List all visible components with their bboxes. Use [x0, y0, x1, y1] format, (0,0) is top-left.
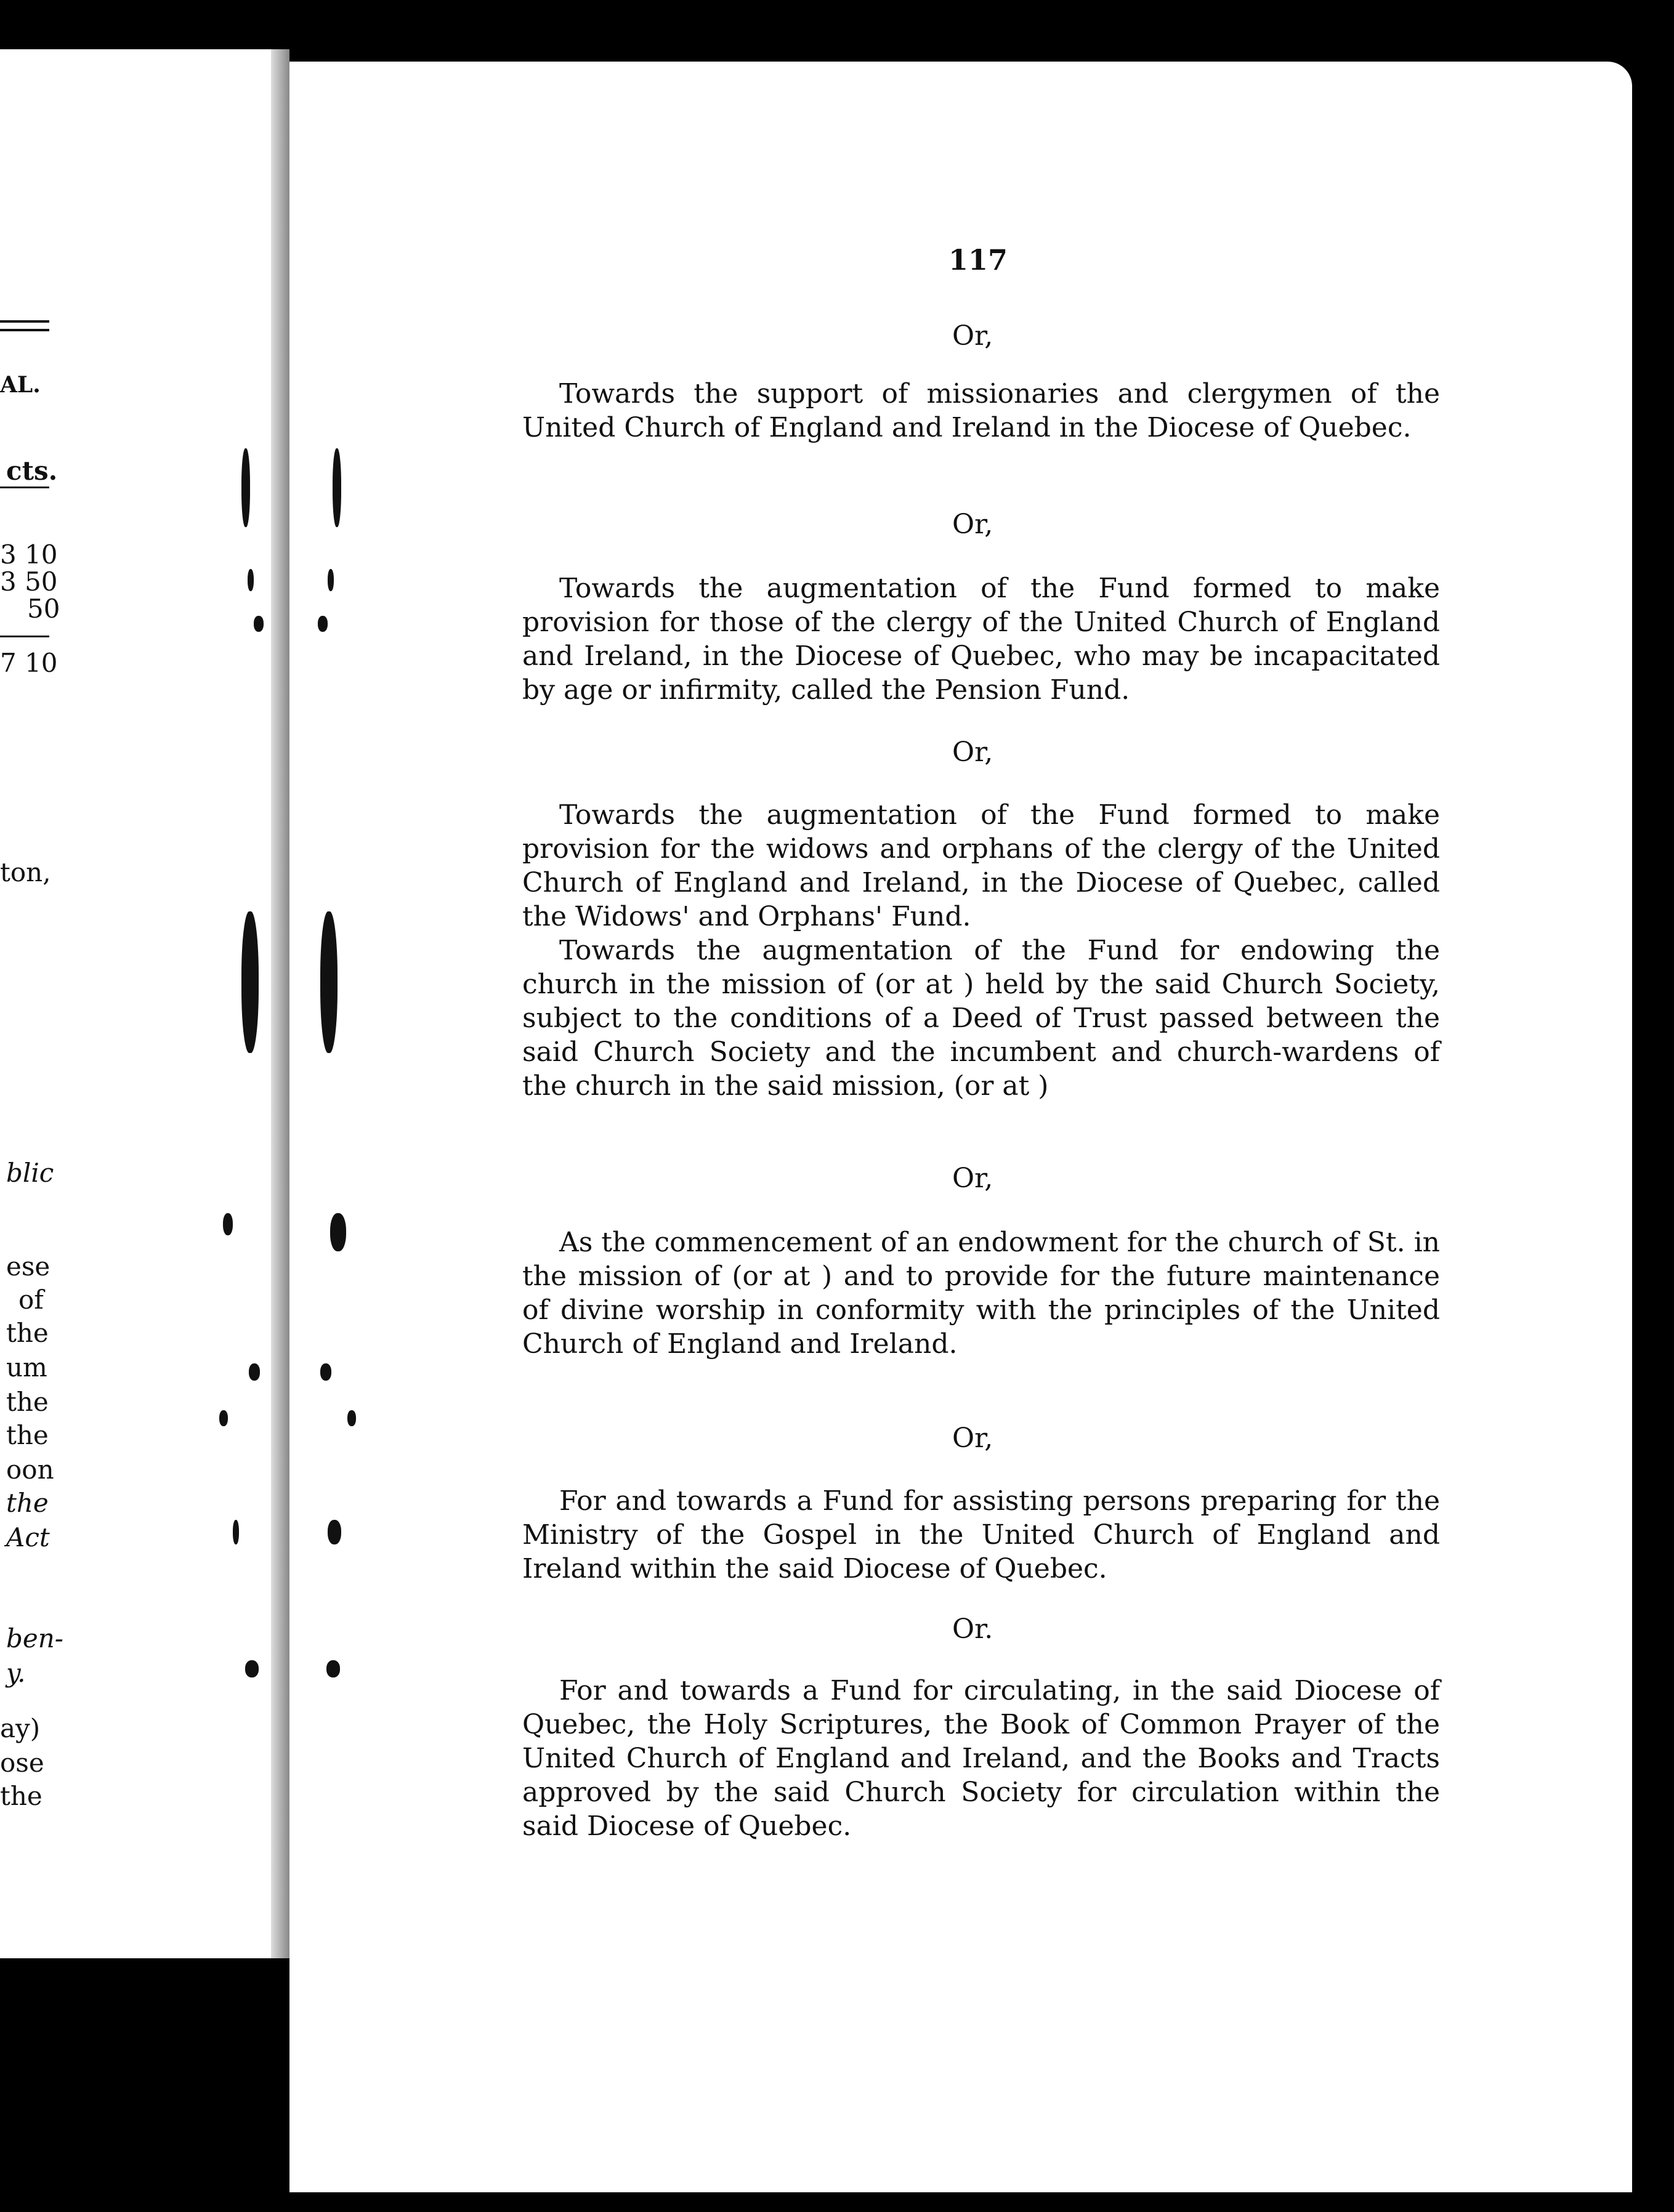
- left-header-fragment: AL.: [0, 372, 41, 398]
- paragraph-pension-fund: Towards the augmentation of the Fund formed to make provision for those of the clergy of the United Church of England and Ireland, in the Diocese of Quebec, who may be incapacitated by age or infirmity, called the Pension Fund.: [522, 573, 1440, 706]
- binding-blot: [249, 1363, 260, 1381]
- left-text-line: the: [6, 1488, 49, 1518]
- binding-blot: [326, 1660, 340, 1677]
- left-text-line: ay): [0, 1713, 41, 1743]
- cts-column-header: cts.: [6, 456, 58, 486]
- binding-blot: [241, 911, 259, 1053]
- binding-blot: [328, 569, 334, 591]
- left-text-line: oon: [6, 1455, 54, 1485]
- or-separator: Or.: [952, 1613, 993, 1645]
- binding-blot: [241, 448, 250, 527]
- amount-3: 50: [27, 594, 60, 624]
- sum-rule: [0, 636, 49, 637]
- left-text-line: the: [0, 1781, 42, 1811]
- left-text-y: y.: [6, 1658, 26, 1688]
- double-rule-bottom: [0, 329, 49, 331]
- amount-2: 3 50: [0, 567, 58, 597]
- binding-blot: [254, 616, 264, 632]
- binding-blot: [248, 569, 254, 591]
- binding-blot: [320, 1363, 331, 1381]
- left-text-line: ose: [0, 1748, 44, 1778]
- column-rule: [0, 486, 49, 488]
- paragraph-widows-orphans-fund: Towards the augmentation of the Fund formed to make provision for the widows and orphans of the clergy of the United Church of England and Ireland, in the Diocese of Quebec, called the Widows' and Orphans' Fund.: [522, 799, 1440, 932]
- amount-total: 7 10: [0, 648, 58, 678]
- or-separator: Or,: [952, 737, 993, 768]
- binding-blot: [328, 1520, 341, 1544]
- binding-blot: [245, 1660, 259, 1677]
- left-text-line: the: [6, 1318, 49, 1348]
- binding-blot: [223, 1213, 233, 1235]
- left-text-blic: blic: [6, 1158, 54, 1188]
- page-number: 117: [948, 243, 1008, 276]
- paragraph-ministry-fund: For and towards a Fund for assisting persons preparing for the Ministry of the Gospel in the United Church of England and Ireland within the said Diocese of Quebec.: [522, 1485, 1440, 1584]
- paragraph-endowing-church: Towards the augmentation of the Fund for endowing the church in the mission of (or at ) held by the said Church Society, subject to the conditions of a Deed of Trust passed between the said Church Society and the incumbent and church-wardens of the church in the said mission, (or at ): [522, 935, 1440, 1102]
- binding-blot: [233, 1520, 239, 1544]
- or-separator: Or,: [952, 320, 993, 352]
- or-separator: Or,: [952, 509, 993, 540]
- double-rule-top: [0, 320, 49, 323]
- or-separator: Or,: [952, 1423, 993, 1454]
- left-page: [0, 49, 271, 1958]
- left-text-line: ese: [6, 1251, 51, 1282]
- binding-blot: [333, 448, 341, 527]
- or-separator: Or,: [952, 1163, 993, 1194]
- binding-blot: [318, 616, 328, 632]
- left-text-line: the: [6, 1387, 49, 1417]
- left-text-line: Act: [6, 1522, 50, 1552]
- binding-blot: [320, 911, 338, 1053]
- binding-blot: [330, 1213, 346, 1251]
- paragraph-commencement-endowment: As the commencement of an endowment for the church of St. in the mission of (or at ) and to provide for the future maintenance of divine worship in conformity with the principles of the United Church of England and Ireland.: [522, 1227, 1440, 1360]
- binding-blot: [219, 1410, 228, 1426]
- paragraph-support-missionaries: Towards the support of missionaries and clergymen of the United Church of England and Ireland in the Diocese of Quebec.: [522, 378, 1440, 443]
- left-text-line: um: [6, 1352, 47, 1383]
- left-text-ben: ben-: [6, 1623, 63, 1653]
- left-text-line: of: [18, 1285, 44, 1315]
- amount-1: 3 10: [0, 539, 58, 570]
- gutter: [271, 49, 289, 1958]
- left-text-ton: ton,: [0, 857, 51, 887]
- paragraph-scriptures-fund: For and towards a Fund for circulating, in the said Diocese of Quebec, the Holy Scriptures, the Book of Common Prayer of the United Church of England and Ireland, and the Books and Tracts approved by the said Church Society for circulation within the said Diocese of Quebec.: [522, 1675, 1440, 1842]
- left-text-line: the: [6, 1420, 49, 1450]
- binding-blot: [347, 1410, 356, 1426]
